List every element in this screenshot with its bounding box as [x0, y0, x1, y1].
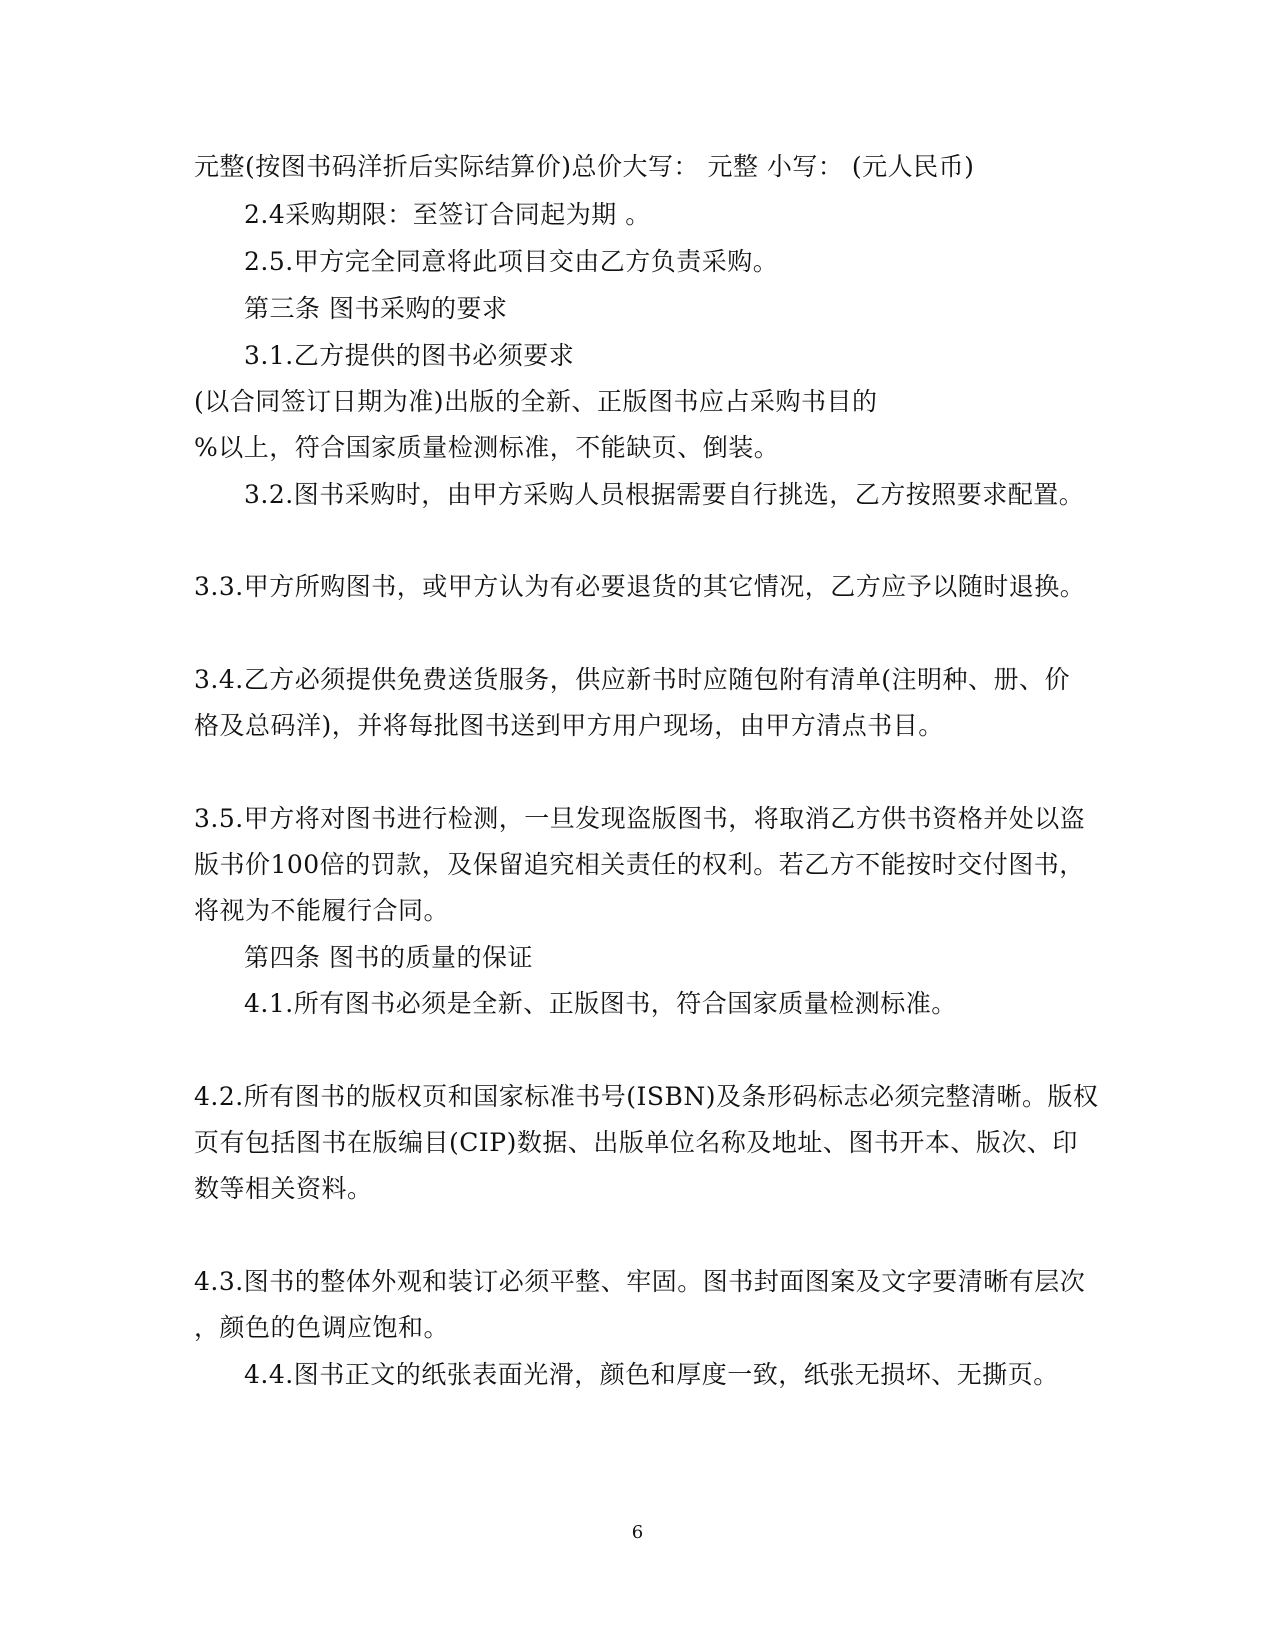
text-line-clause-3-5-cont-2: 将视为不能履行合同。 — [194, 896, 450, 925]
section-heading-article-4: 第四条 图书的质量的保证 — [244, 943, 533, 972]
text-line-price-total: 元整(按图书码洋折后实际结算价)总价大写： 元整 小写： (元人民币) — [194, 152, 975, 181]
text-line-clause-3-4-cont: 格及总码洋)，并将每批图书送到甲方用户现场，由甲方清点书目。 — [194, 711, 944, 740]
text-line-clause-2-5: 2.5.甲方完全同意将此项目交由乙方负责采购。 — [244, 247, 779, 276]
text-line-clause-3-3: 3.3.甲方所购图书，或甲方认为有必要退货的其它情况，乙方应予以随时退换。 — [194, 572, 1086, 601]
section-heading-article-3: 第三条 图书采购的要求 — [244, 294, 508, 323]
text-line-clause-4-3: 4.3.图书的整体外观和装订必须平整、牢固。图书封面图案及文字要清晰有层次 — [194, 1267, 1086, 1296]
text-line-clause-3-2: 3.2.图书采购时，由甲方采购人员根据需要自行挑选，乙方按照要求配置。 — [244, 480, 1085, 509]
text-line-clause-3-5: 3.5.甲方将对图书进行检测，一旦发现盗版图书，将取消乙方供书资格并处以盗 — [194, 804, 1086, 833]
text-line-clause-4-2-cont-2: 数等相关资料。 — [194, 1174, 373, 1203]
text-line-clause-4-3-cont: ，颜色的色调应饱和。 — [194, 1313, 450, 1342]
text-line-clause-3-1-cont-2: %以上，符合国家质量检测标准，不能缺页、倒装。 — [194, 433, 780, 462]
text-line-clause-3-1: 3.1.乙方提供的图书必须要求 — [244, 341, 575, 370]
text-line-clause-4-2-cont-1: 页有包括图书在版编目(CIP)数据、出版单位名称及地址、图书开本、版次、印 — [194, 1128, 1078, 1157]
text-line-clause-3-1-cont-1: (以合同签订日期为准)出版的全新、正版图书应占采购书目的 — [194, 387, 878, 416]
text-line-clause-3-5-cont-1: 版书价100倍的罚款，及保留追究相关责任的权利。若乙方不能按时交付图书， — [194, 850, 1085, 879]
text-line-clause-4-1: 4.1.所有图书必须是全新、正版图书，符合国家质量检测标准。 — [244, 989, 957, 1018]
text-line-clause-4-4: 4.4.图书正文的纸张表面光滑，颜色和厚度一致，纸张无损坏、无撕页。 — [244, 1360, 1059, 1389]
text-line-clause-2-4: 2.4采购期限：至签订合同起为期 。 — [244, 200, 651, 229]
text-line-clause-3-4: 3.4.乙方必须提供免费送货服务，供应新书时应随包附有清单(注明种、册、价 — [194, 665, 1070, 694]
page-number: 6 — [631, 1522, 644, 1543]
text-line-clause-4-2: 4.2.所有图书的版权页和国家标准书号(ISBN)及条形码标志必须完整清晰。版权 — [194, 1082, 1099, 1111]
